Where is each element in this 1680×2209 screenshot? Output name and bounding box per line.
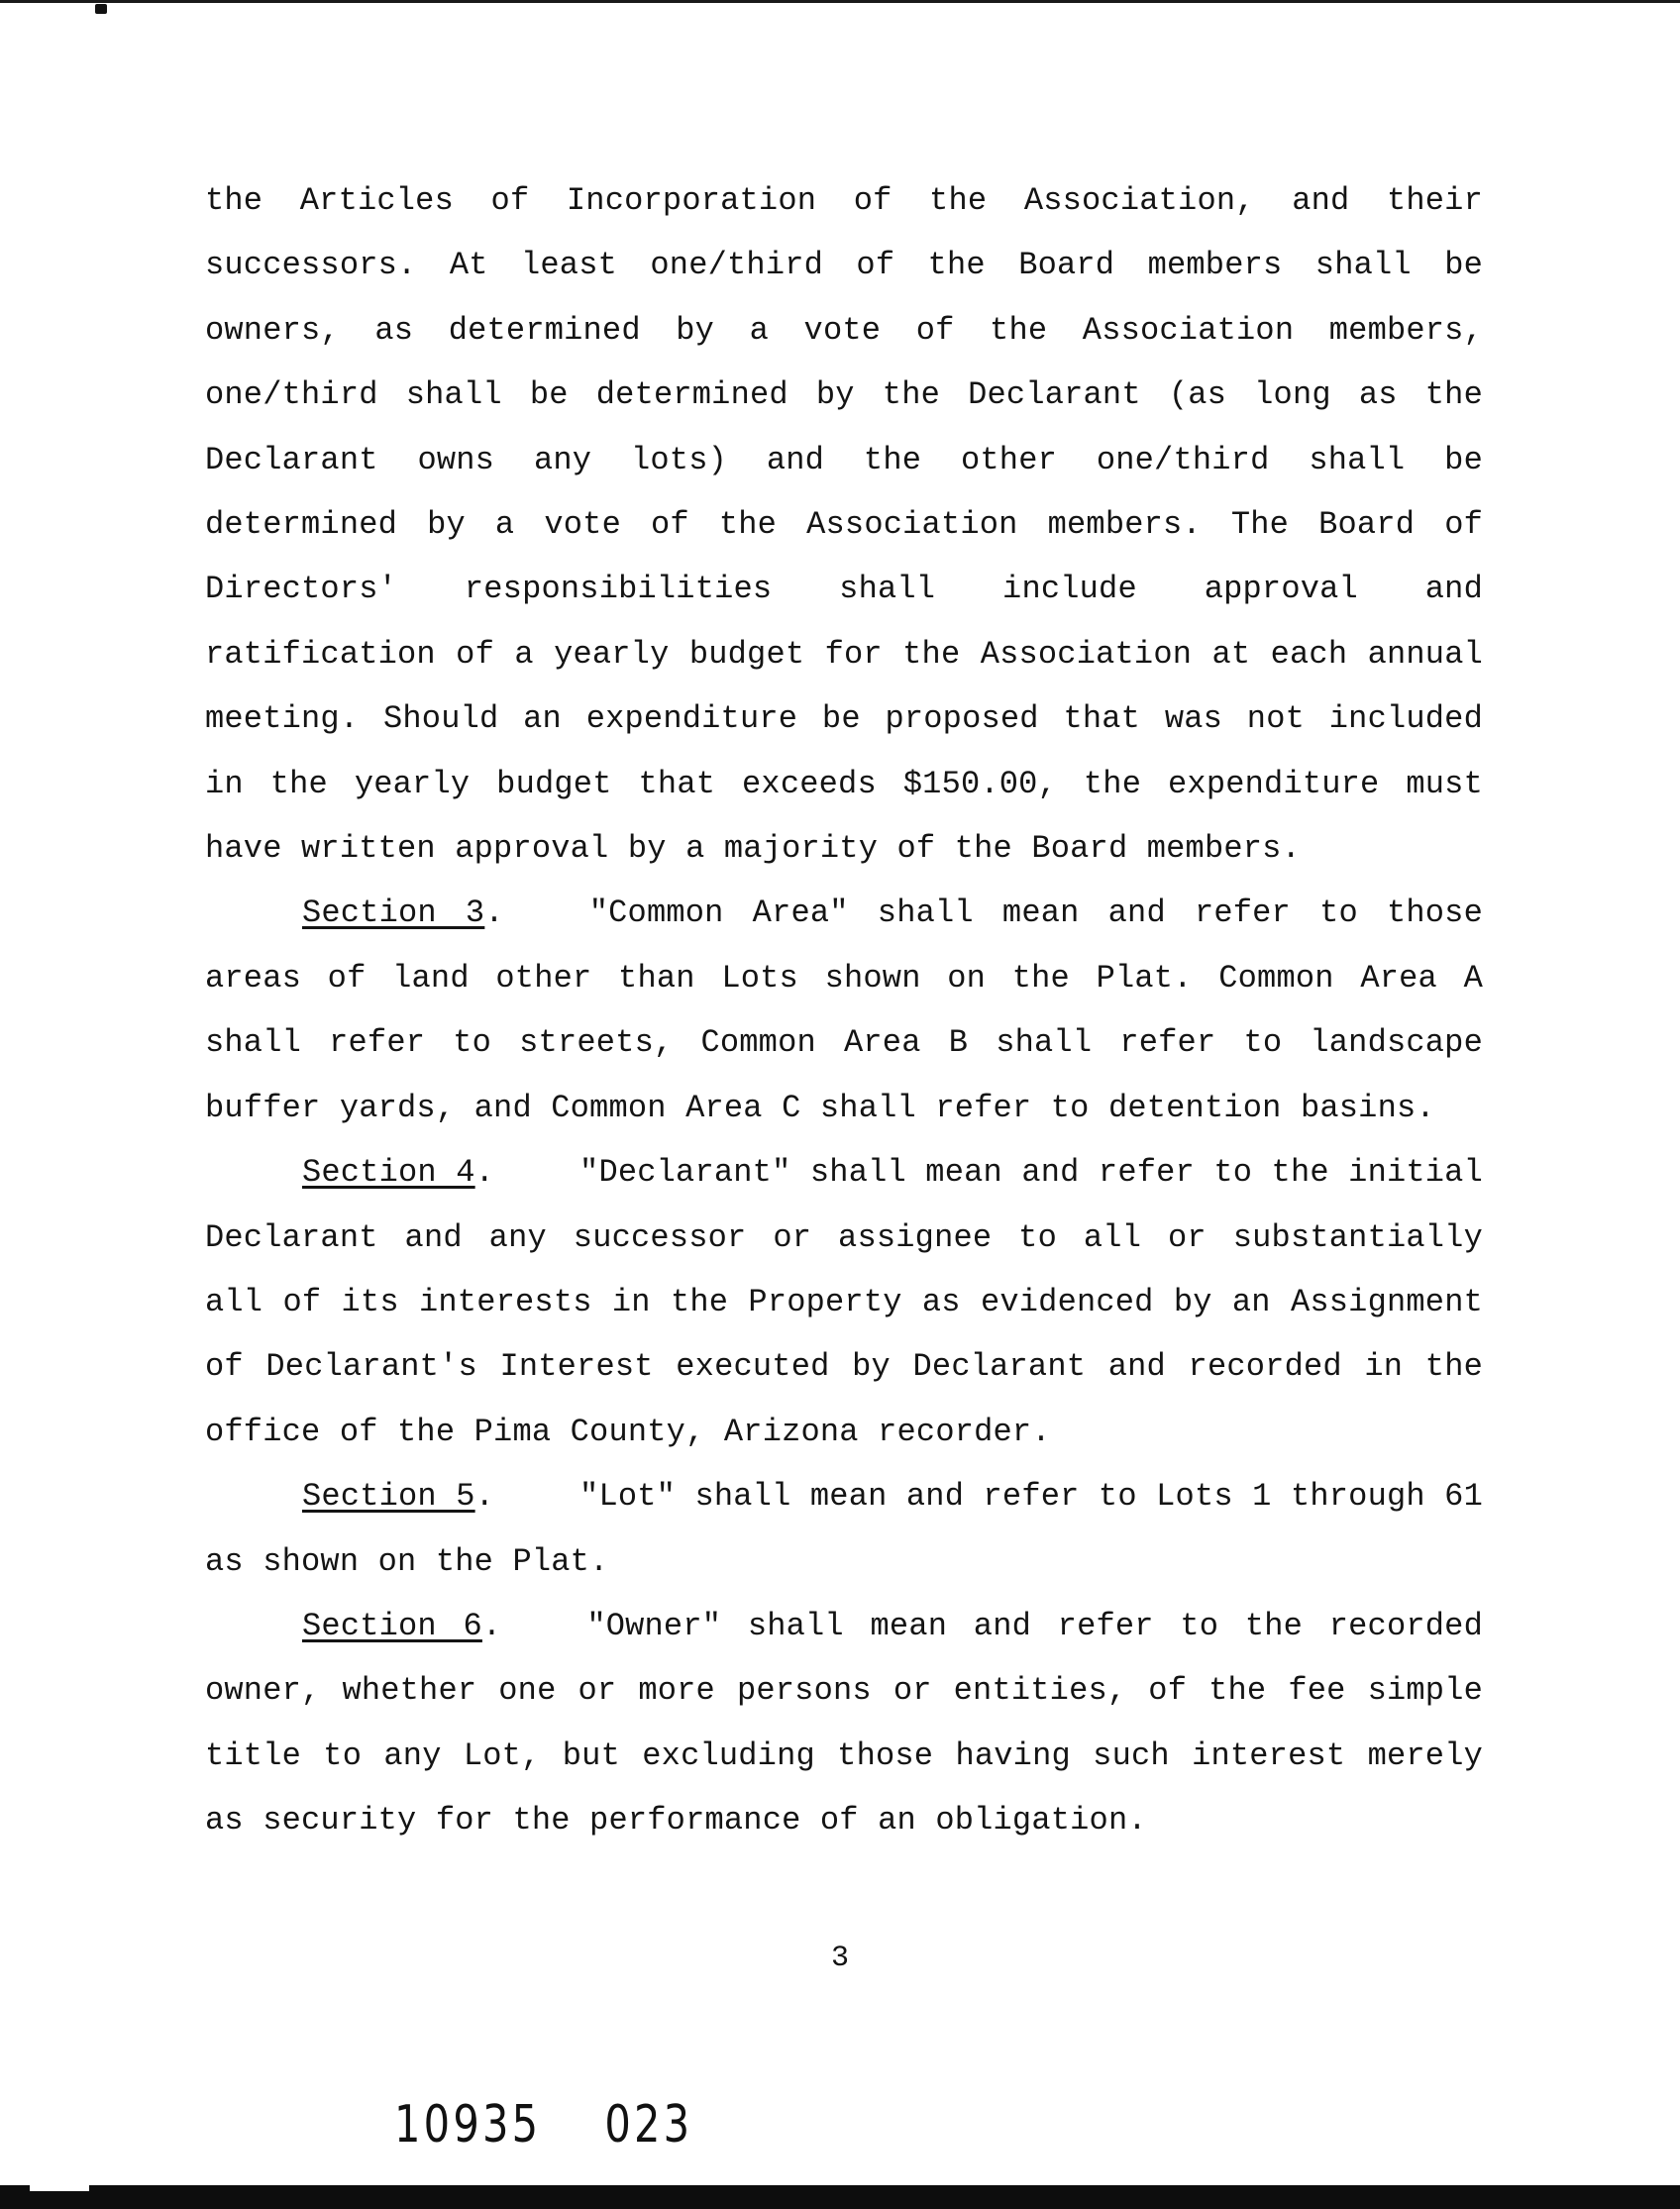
section-3-text: "Common Area" shall mean and refer to those areas of land other than Lots shown on the Plat. Common Area A shall refer to streets, Common Area B shall refer to landscape buffer yards, and Common Area C shall refer to detention basins.: [205, 894, 1483, 1126]
section-5-label: Section 5: [302, 1478, 475, 1516]
section-4-label: Section 4: [302, 1154, 475, 1192]
bottom-scan-border: [0, 2185, 1680, 2209]
section-6-paragraph: Section 6. "Owner" shall mean and refer to the recorded owner, whether one or more persons or entities, of the fee simple title to any Lot, but excluding those having such interest merely as security for the performance of an obligation.: [205, 1607, 1483, 1840]
scan-mark: [95, 4, 107, 14]
section-3-paragraph: Section 3. "Common Area" shall mean and refer to those areas of land other than Lots shown on the Plat. Common Area A shall refer to streets, Common Area B shall refer to landscape buffer yards, and Common Area C shall refer to detention basins.: [205, 894, 1483, 1126]
section-4-text: "Declarant" shall mean and refer to the initial Declarant and any successor or assignee to all or substantially all of its interests in the Property as evidenced by an Assignment of Declarant's Interest executed by Declarant and recorded in the office of the Pima County, Arizona recorder.: [205, 1154, 1483, 1450]
section-6-text: "Owner" shall mean and refer to the recorded owner, whether one or more persons or entities, of the fee simple title to any Lot, but excluding those having such interest merely as security for the performance of an obligation.: [205, 1607, 1483, 1840]
section-4-paragraph: Section 4. "Declarant" shall mean and refer to the initial Declarant and any successor or assignee to all or substantially all of its interests in the Property as evidenced by an Assignment of Declarant's Interest executed by Declarant and recorded in the office of the Pima County, Arizona recorder.: [205, 1154, 1483, 1450]
section-3-label: Section 3: [302, 894, 485, 932]
top-scan-border: [0, 0, 1680, 3]
section-6-label: Section 6: [302, 1607, 482, 1644]
document-body: [205, 168, 1483, 1853]
page-number: 3: [830, 1942, 849, 1975]
recording-page-number: 023: [604, 2095, 693, 2155]
section-5-paragraph: Section 5. "Lot" shall mean and refer to Lots 1 through 61 as shown on the Plat.: [205, 1478, 1483, 1580]
recording-docket-number: 10935: [394, 2095, 542, 2155]
paragraph-board-of-directors: the Articles of Incorporation of the Association, and their successors. At least one/third of the Board members shall be owners, as determined by a vote of the Association members, one/third shall be determined by the Declarant (as long as the Declarant owns any lots) and the other one/third shall be determined by a vote of the Association members. The Board of Directors' responsibilities shall include approval and ratification of a yearly budget for the Association at each annual meeting. Should an expenditure be proposed that was not included in the yearly budget that exceeds $150.00, the expenditure must have written approval by a majority of the Board members.: [205, 182, 1483, 868]
section-5-text: "Lot" shall mean and refer to Lots 1 through 61 as shown on the Plat.: [205, 1478, 1483, 1580]
recording-stamp: [394, 2095, 692, 2155]
